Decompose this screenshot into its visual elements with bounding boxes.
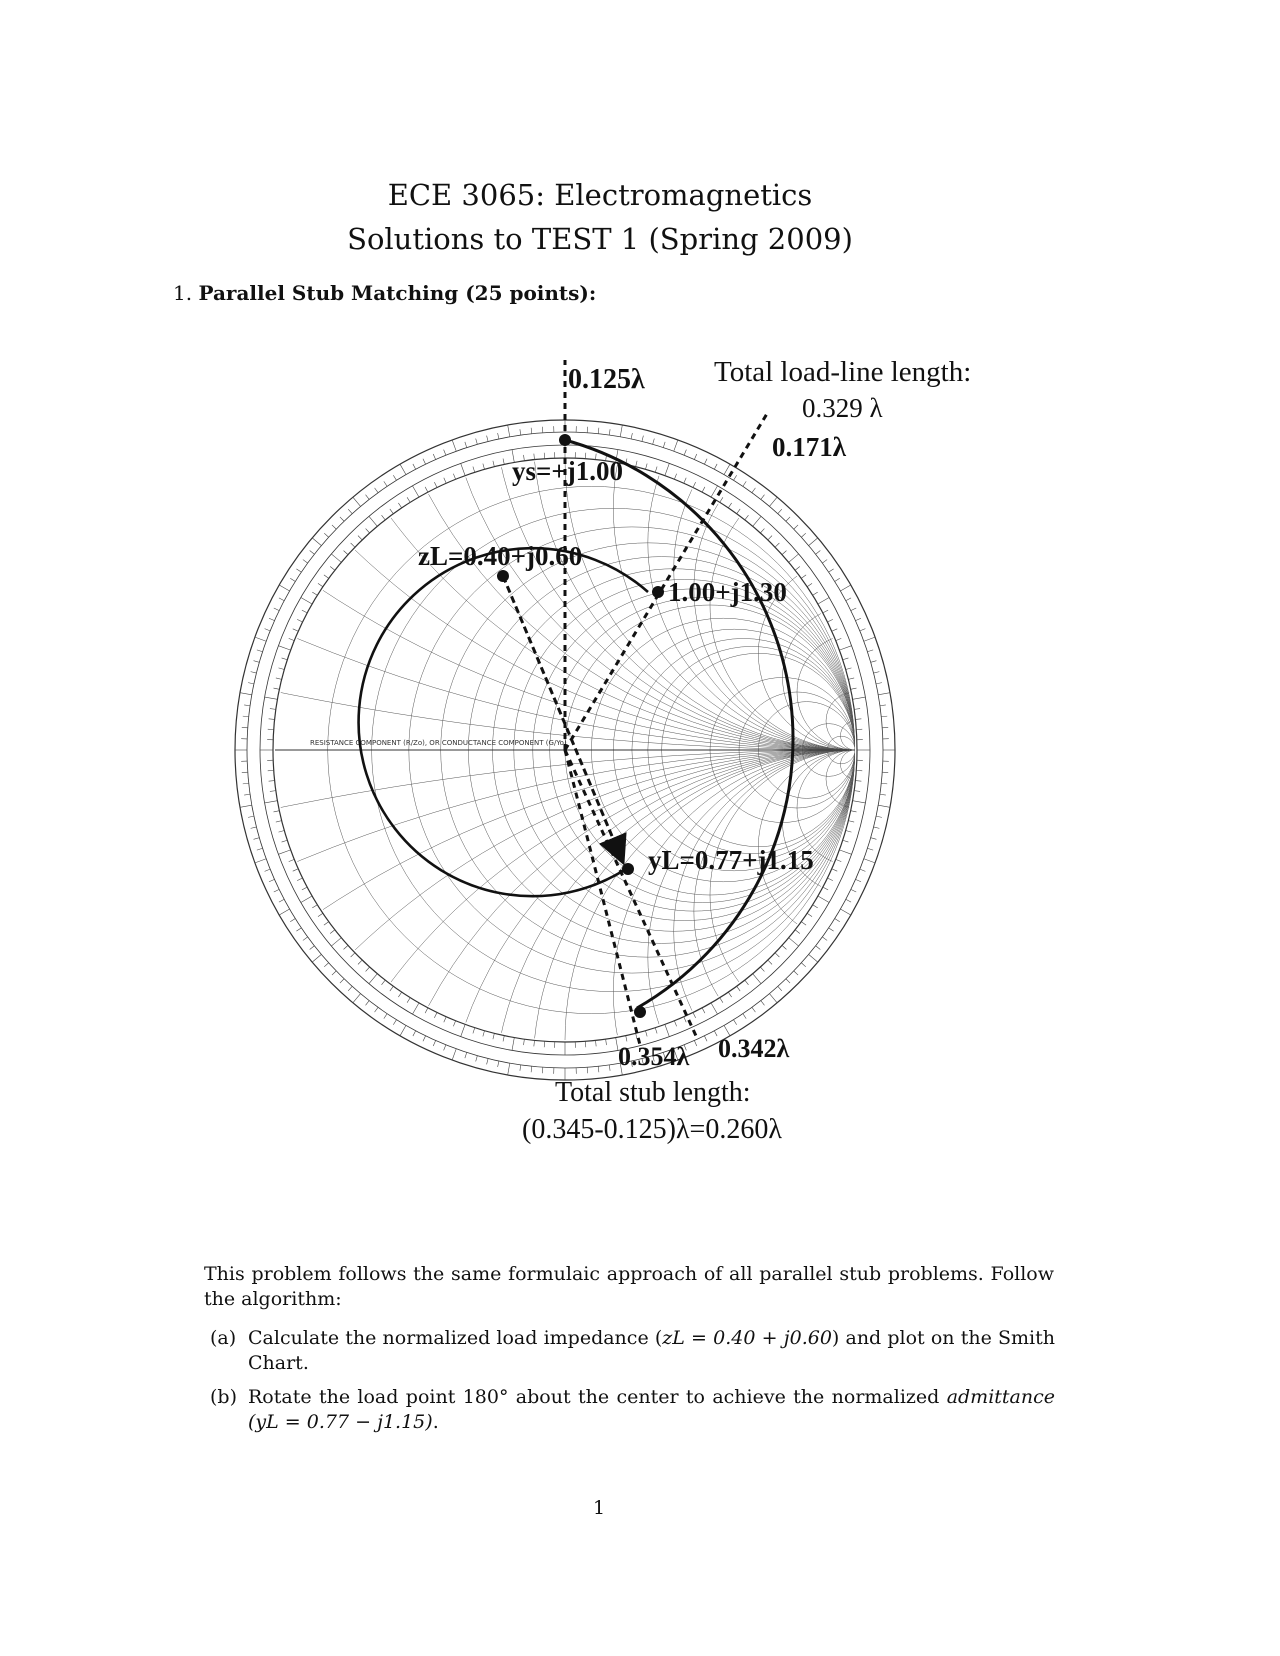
admittance-point	[652, 586, 664, 598]
label-ys: ys=+j1.00	[512, 456, 624, 486]
label-yl: yL=0.77+j1.15	[648, 845, 814, 875]
page-number: 1	[593, 1497, 606, 1519]
yl-point	[622, 863, 634, 875]
item-label: (a)	[210, 1327, 237, 1349]
chart-points	[497, 434, 664, 1018]
item-emphasis: admittance	[946, 1386, 1055, 1408]
real-axis-label: RESISTANCE COMPONENT (R/Zo), OR CONDUCTANCE COMPONENT (G/Yo)	[310, 739, 567, 747]
label-bottom-right-wavelength: 0.342λ	[718, 1034, 790, 1063]
item-text: Calculate the normalized load impedance (zL = 0.40 + j0.60) and plot on the Smith Chart.	[248, 1327, 1055, 1374]
label-point: 1.00+j1.30	[668, 577, 787, 607]
document-subtitle: Solutions to TEST 1 (Spring 2009)	[347, 222, 853, 256]
intro-paragraph: This problem follows the same formulaic approach of all parallel stub problems. Follow the algorithm:	[204, 1263, 1054, 1310]
item-label: (b)	[210, 1386, 237, 1408]
label-bottom-left-wavelength: 0.354λ	[618, 1042, 690, 1071]
rotation-arrow	[503, 576, 622, 860]
label-top-wavelength: 0.125λ	[568, 364, 645, 395]
label-zl: zL=0.40+j0.60	[418, 541, 583, 571]
problem-title: Parallel Stub Matching (25 points):	[198, 281, 597, 305]
label-stub-length: Total stub length:	[555, 1077, 751, 1108]
label-load-line-value: 0.329 λ	[802, 393, 883, 423]
item-math: (yL = 0.77 − j1.15)	[248, 1411, 433, 1433]
constant-swr-arc	[359, 548, 648, 896]
item-math: zL = 0.40 + j0.60	[662, 1327, 832, 1349]
item-text: Rotate the load point 180° about the center to achieve the normalized admittance (yL = 0.77 − j1.15).	[248, 1386, 1055, 1433]
ys-point	[559, 434, 571, 446]
course-title: ECE 3065: Electromagnetics	[387, 178, 813, 212]
problem-number: 1.	[173, 281, 193, 305]
label-stub-value: (0.345-0.125)λ=0.260λ	[522, 1114, 782, 1145]
label-load-line: Total load-line length:	[714, 356, 972, 388]
stub-end-point	[634, 1006, 646, 1018]
smith-chart-figure	[0, 300, 1280, 1200]
label-right-wavelength: 0.171λ	[772, 432, 847, 462]
zl-point	[497, 570, 509, 582]
